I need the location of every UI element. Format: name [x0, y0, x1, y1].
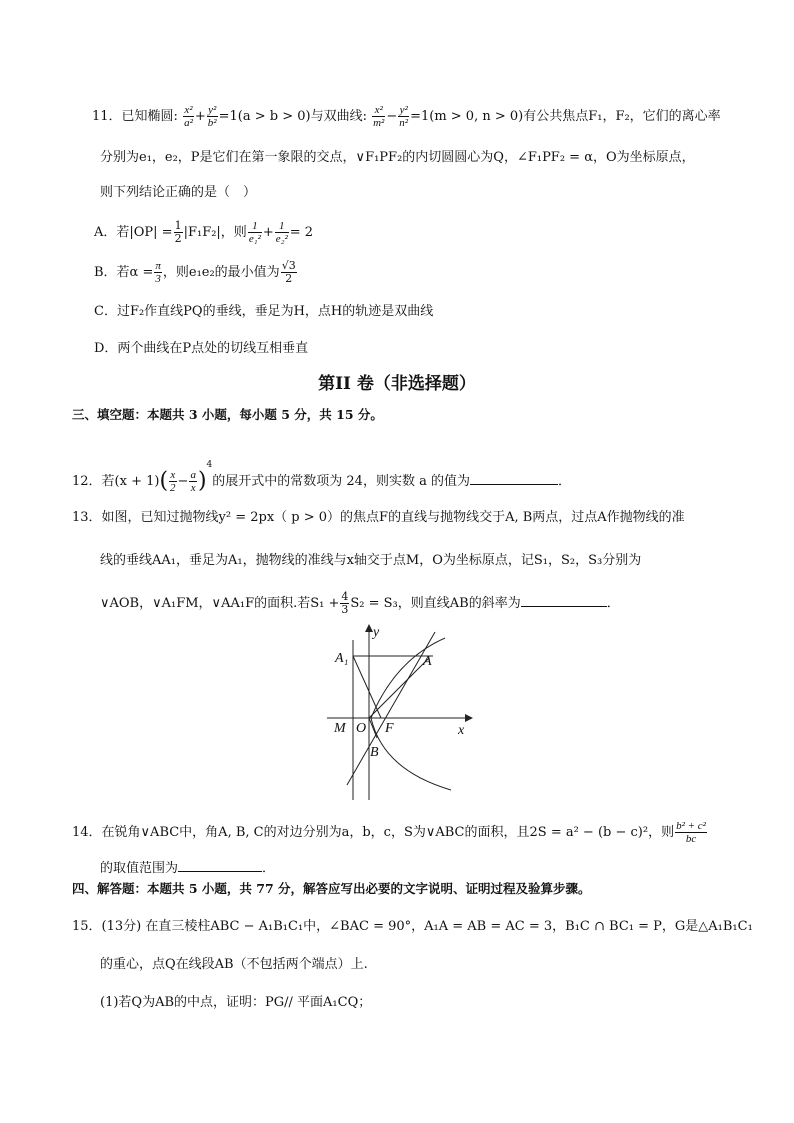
- q12-answer-blank[interactable]: [470, 472, 558, 485]
- q11-option-c: C．过F₂作直线PQ的垂线，垂足为H，点H的轨迹是双曲线: [94, 304, 434, 319]
- q13-line3: ∨AOB，∨A₁FM，∨AA₁F的面积.若S₁ + $\frac{4}{3}$ S₂ = S₃，则直线AB的斜率为 ．: [100, 590, 620, 616]
- label-x: x: [458, 723, 465, 738]
- q15-line3: (1)若Q为AB的中点，证明：PG// 平面A₁CQ；: [100, 995, 372, 1010]
- q14-line1: 14．在锐角∨ABC中，角A, B, C的对边分别为a，b，c，S为∨ABC的面积，且2S = a² − (b − c)²，则 $\frac{\text{b² + c²}}{bc}$: [72, 820, 706, 845]
- q13-line2: 线的垂线AA₁，垂足为A₁，抛物线的准线与x轴交于点M，O为坐标原点，记S₁，S₂，S₃分别为: [100, 553, 642, 568]
- label-y: y: [373, 625, 380, 640]
- q14-line2: 的取值范围为 ．: [100, 861, 276, 876]
- x-axis-arrow: [465, 714, 473, 722]
- label-o: O: [356, 721, 367, 736]
- q11-line1: 11．已知椭圆: $\frac{\text{x²}}{\text{a²}}$ + $\frac{\text{y²}}{\text{b²}}$ =1(a > b > 0)与双曲线: $\frac{\text{x²}}{\text{m²}}$ − $\frac{\text{y²}}{\text{n²}}$ =1(m > 0, n > 0)有公共焦点F₁，F₂，它们的离心率: [92, 104, 721, 129]
- q11-line2: 分别为e₁，e₂，P是它们在第一象限的交点，∨F₁PF₂的内切圆圆心为Q，∠F₁PF₂ = α，O为坐标原点，: [100, 150, 695, 165]
- ellipse-x-frac: $\frac{\text{x²}}{\text{a²}}$: [184, 104, 193, 129]
- label-m: M: [334, 721, 346, 736]
- q13-line1: 13．如图，已知过抛物线y² = 2px（ p > 0）的焦点F的直线与抛物线交于A, B两点，过点A作抛物线的准: [72, 510, 685, 525]
- segment-a1f: [353, 656, 381, 718]
- label-b: B: [370, 745, 379, 760]
- ellipse-y-frac: $\frac{\text{y²}}{\text{b²}}$: [207, 104, 217, 129]
- label-f: F: [385, 721, 394, 736]
- q11-text-a: 已知椭圆:: [121, 109, 178, 124]
- parabola-curve: [371, 638, 451, 790]
- label-a1: A₁: [335, 651, 349, 666]
- segment-ob: [369, 718, 377, 738]
- q11-number: 11．: [92, 109, 122, 124]
- q11-text-b: =1(a > b > 0)与双曲线:: [218, 109, 367, 124]
- q15-line2: 的重心，点Q在线段AB（不包括两个端点）上.: [100, 957, 368, 972]
- hyperbola-x-frac: $\frac{\text{x²}}{\text{m²}}$: [373, 104, 385, 129]
- section4-heading: 四、解答题：本题共 5 小题，共 77 分，解答应写出必要的文字说明、证明过程及验算步骤。: [72, 881, 591, 896]
- label-a: A: [423, 654, 432, 669]
- q14-answer-blank[interactable]: [178, 859, 262, 872]
- part2-title: 第II 卷（非选择题）: [318, 374, 476, 394]
- q11-option-d: D．两个曲线在P点处的切线互相垂直: [94, 341, 309, 356]
- q15-line1: 15．(13分) 在直三棱柱ABC − A₁B₁C₁中，∠BAC = 90°，A₁A = AB = AC = 3，B₁C ∩ BC₁ = P，G是△A₁B₁C₁: [72, 919, 753, 934]
- y-axis-arrow: [365, 624, 373, 632]
- q11-line3: 则下列结论正确的是（ ）: [100, 185, 257, 200]
- q11-option-a: A．若|OP| = $\frac{1}{2}$ |F₁F₂|，则 $\frac{1}{\text{e₁²}}$ + $\frac{1}{\text{e₂²}}$ = 2: [94, 219, 314, 245]
- hyperbola-y-frac: $\frac{\text{y²}}{\text{n²}}$: [399, 104, 409, 129]
- section3-heading: 三、填空题：本题共 3 小题，每小题 5 分，共 15 分。: [72, 407, 383, 422]
- segment-oa: [369, 658, 429, 718]
- q13-answer-blank[interactable]: [521, 594, 607, 607]
- parabola-figure: [325, 620, 475, 802]
- q12: 12．若(x + 1)( $\frac{x}{2}$ − $\frac{a}{x}$ )$^4$的展开式中的常数项为 24，则实数 a 的值为 ．: [72, 460, 571, 494]
- q11-option-b: B．若α = $\frac{\pi}{3}$ ，则e₁e₂的最小值为 $\frac{√3}{2}$: [94, 259, 296, 285]
- q11-text-c: =1(m > 0, n > 0)有公共焦点F₁，F₂，它们的离心率: [410, 109, 721, 124]
- line-ab: [347, 632, 435, 785]
